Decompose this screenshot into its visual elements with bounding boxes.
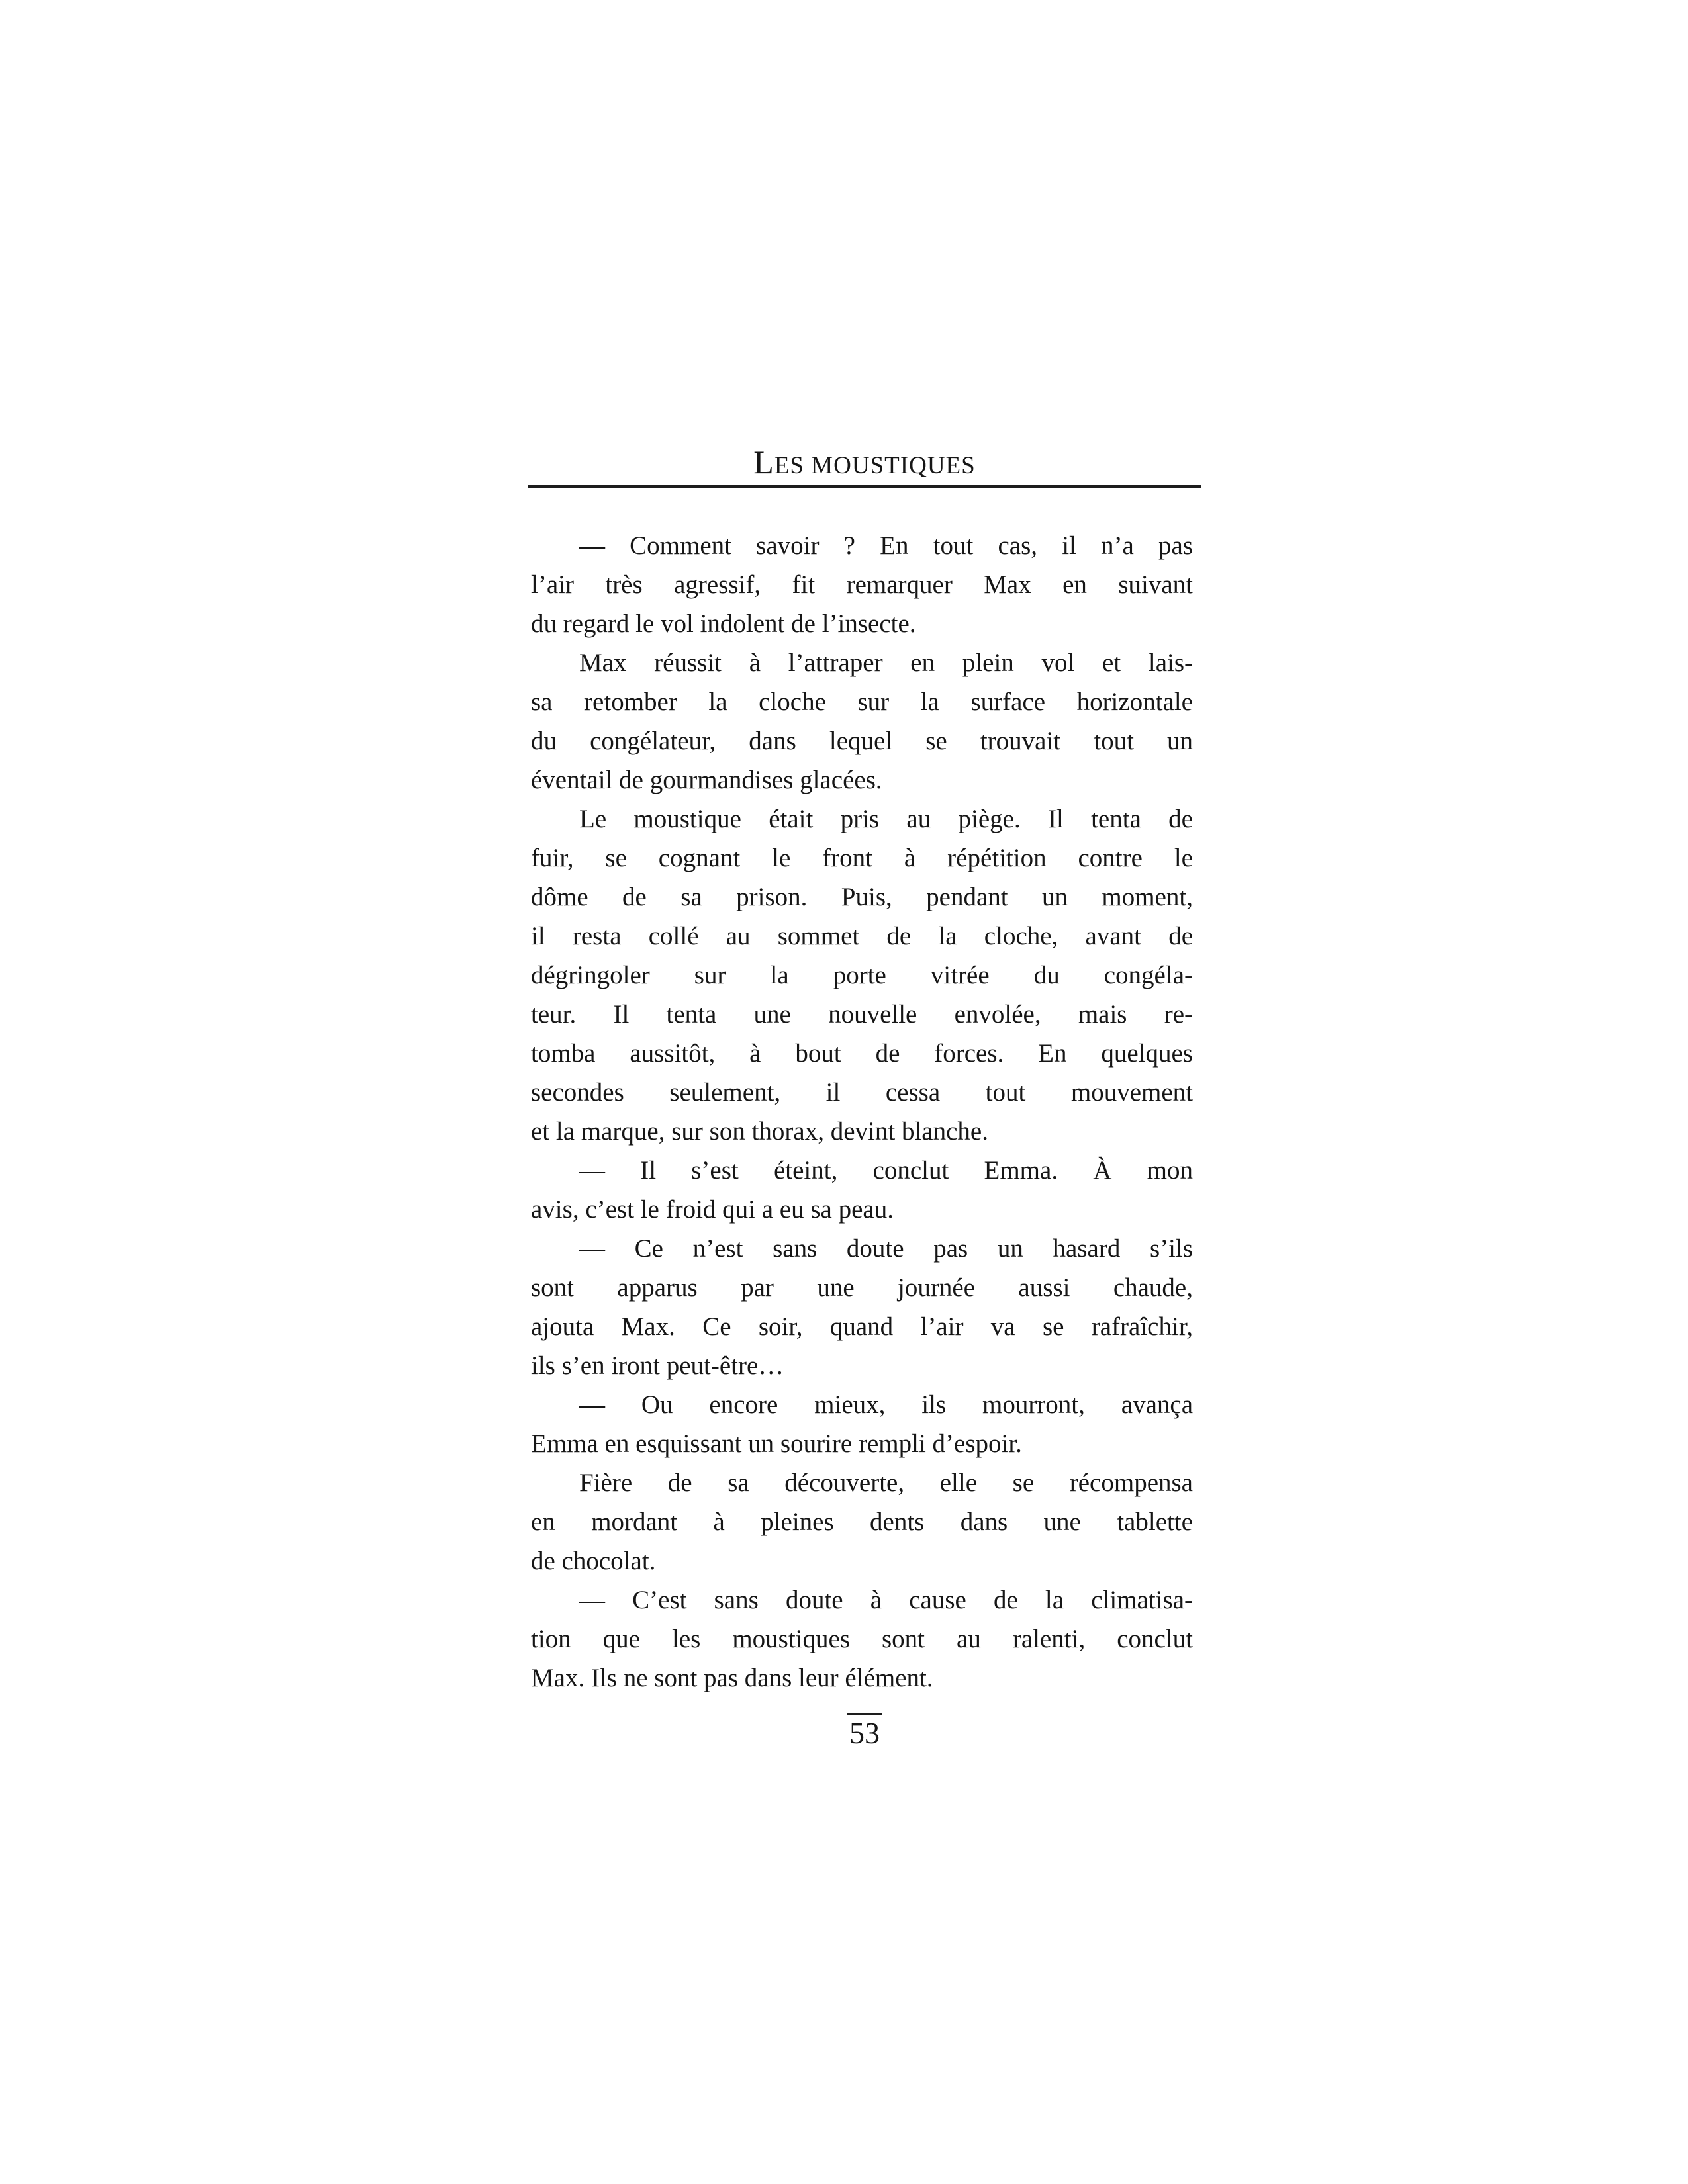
- text-line: du regard le vol indolent de l’insecte.: [531, 610, 916, 638]
- running-header-rest: ES MOUSTIQUES: [774, 452, 976, 479]
- text-line: tomba aussitôt, à bout de forces. En quelques: [531, 1039, 1193, 1068]
- text-line: — C’est sans doute à cause de la climatisa-: [579, 1586, 1193, 1614]
- text-line: il resta collé au sommet de la cloche, avant de: [531, 922, 1193, 950]
- text-line: sa retomber la cloche sur la surface horizontale: [531, 688, 1193, 716]
- text-line: — Ce n’est sans doute pas un hasard s’ils: [579, 1234, 1193, 1263]
- text-line: — Ou encore mieux, ils mourront, avança: [579, 1390, 1193, 1419]
- header-rule: [528, 485, 1201, 488]
- text-line: teur. Il tenta une nouvelle envolée, mais re-: [531, 1000, 1193, 1028]
- text-line: fuir, se cognant le front à répétition contre le: [531, 844, 1193, 872]
- text-line: et la marque, sur son thorax, devint blanche.: [531, 1117, 988, 1146]
- text-line: Fière de sa découverte, elle se récompensa: [579, 1469, 1193, 1497]
- text-line: dégringoler sur la porte vitrée du congéla-: [531, 961, 1193, 989]
- text-line: — Comment savoir ? En tout cas, il n’a pas: [579, 531, 1193, 560]
- text-line: avis, c’est le froid qui a eu sa peau.: [531, 1195, 894, 1224]
- text-line: en mordant à pleines dents dans une tablette: [531, 1508, 1193, 1536]
- text-line: dôme de sa prison. Puis, pendant un moment,: [531, 883, 1193, 911]
- body-text: [531, 526, 1193, 1698]
- text-line: Max. Ils ne sont pas dans leur élément.: [531, 1664, 933, 1692]
- text-line: du congélateur, dans lequel se trouvait tout un: [531, 727, 1193, 755]
- text-line: tion que les moustiques sont au ralenti, conclut: [531, 1625, 1193, 1653]
- running-header: [528, 445, 1201, 487]
- text-line: — Il s’est éteint, conclut Emma. À mon: [579, 1156, 1193, 1185]
- page-number: 53: [847, 1713, 882, 1749]
- text-line: ils s’en iront peut-être…: [531, 1351, 784, 1380]
- text-line: Max réussit à l’attraper en plein vol et lais-: [579, 649, 1193, 677]
- text-line: sont apparus par une journée aussi chaude,: [531, 1273, 1193, 1302]
- text-line: de chocolat.: [531, 1547, 656, 1575]
- running-header-initial: L: [753, 443, 774, 480]
- text-line: secondes seulement, il cessa tout mouvement: [531, 1078, 1193, 1107]
- text-line: ajouta Max. Ce soir, quand l’air va se rafraîchir,: [531, 1312, 1193, 1341]
- text-line: Emma en esquissant un sourire rempli d’espoir.: [531, 1430, 1022, 1458]
- text-line: Le moustique était pris au piège. Il tenta de: [579, 805, 1193, 833]
- text-line: l’air très agressif, fit remarquer Max en suivant: [531, 570, 1193, 599]
- footer-folio: [528, 1713, 1201, 1749]
- text-line: éventail de gourmandises glacées.: [531, 766, 882, 794]
